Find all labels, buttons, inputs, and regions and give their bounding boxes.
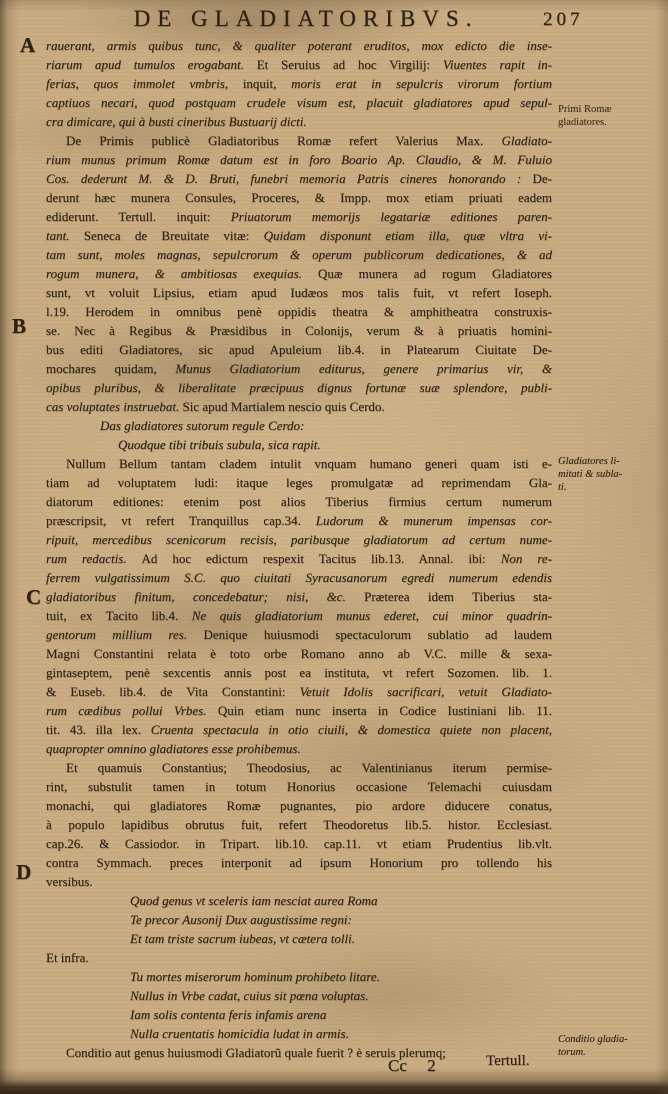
text-segment: ferias, quos immolet vmbris, [46,76,243,91]
text-line [46,853,552,872]
text-segment: Nullum Bellum tantam cladem intulit vnquam humano generi quam isti e- [66,456,552,471]
text-segment: Nullus in Vrbe cadat, cuius sit pœna voluptas. [130,988,369,1003]
text-line [46,302,552,321]
text-segment: se. Nec à Regibus & Præsidibus in Colonijs, verum & à priuatis homini- [46,323,552,338]
laws-paragraph [46,454,552,758]
text-line [46,264,552,283]
text-segment: Denique huiusmodi spectaculorum sublatio ad laudem [203,627,552,642]
text-segment: rogum munera, & ambitiosas exequias. [46,266,318,281]
text-segment: Quæ munera ad rogum Gladiatores [318,266,552,281]
text-line [46,416,552,435]
text-line [46,207,552,226]
margin-note-conditio [558,1033,664,1059]
margin-note-line: gladiatores. [558,117,607,128]
text-segment: Conditio aut genus huiusmodi Gladiatorũ quale fuerit ? è seruis plerumq; [66,1045,446,1060]
text-line [46,948,552,967]
text-segment: Quodque tibi tribuis subula, sica rapit. [118,437,321,452]
text-segment: Cruenta spectacula in otio ciuili, & domestica quiete non placent, [150,722,553,737]
text-segment: Et quamuis Constantius; Theodosius, ac Valentinianus iterum permise- [66,760,552,775]
text-segment: Et infra. [46,950,89,965]
text-line [46,758,552,777]
margin-note-line: Conditio gladia- [558,1034,628,1045]
text-line [46,131,552,150]
honorius-paragraph [46,758,552,891]
text-segment: moris erat in sepulcris virorum fortium [291,76,552,91]
conditio-line [46,1043,552,1062]
text-segment: versibus. [46,874,93,889]
text-segment: Quidam disponunt etiam illa, quæ vltra vi- [263,228,552,243]
text-segment: tuit, ex Tacito lib.4. [46,608,192,623]
margin-note-line: ti. [558,482,567,493]
text-line [46,834,552,853]
text-line [46,872,552,891]
text-line [46,986,552,1005]
first-gladiators-paragraph [46,131,552,416]
text-segment: Et Seruius ad hoc Virgilij: [256,57,443,72]
text-line [46,93,552,112]
text-segment: rium munus primum Romæ datum est in foro Boario Ap. Claudio, & M. Fuluio [46,152,552,167]
margin-note-line: torum. [558,1047,586,1058]
text-segment: Te precor Ausonij Dux augustissime regni: [130,912,352,927]
page-title: DE GLADIATORIBVS. [133,6,479,31]
text-segment: rum redactis. [46,551,142,566]
text-line [46,701,552,720]
text-line [46,378,552,397]
text-line [46,606,552,625]
text-line [46,644,552,663]
text-line [46,625,552,644]
opening-paragraph [46,36,552,131]
body-text [46,36,552,1062]
text-segment: sunt, vt voluit Lipsius, etiam apud Iudæos mos talis fuit, vt refert Ioseph. [46,285,552,300]
text-segment: Munus Gladiatorium editurus, genere primarius vir, & [175,361,552,376]
text-segment: Cos. dederunt M. & D. Bruti, funebri memoria Patris cineres honorando : [46,171,533,186]
margin-note-primi-romae [558,103,664,129]
text-line [46,663,552,682]
text-segment: derunt hæc munera Consules, Proceres, & Impp. mox etiam priuati eadem [46,190,552,205]
signature-mark: Cc 2 [388,1056,436,1075]
text-line [46,340,552,359]
text-segment: Sic apud Martialem nescio quis Cerdo. [182,399,385,414]
text-line [46,530,552,549]
text-segment: ripuit, mercedibus scenicorum recisis, paribusque gladiatorum ad certum nume- [46,532,552,547]
text-segment: captiuos necari, quod postquam crudele visum est, placuit gladiatores apud sepul- [46,95,552,110]
text-line [46,682,552,701]
text-segment: Gladiato- [501,133,552,148]
text-line [46,929,552,948]
text-segment: ediderunt. Tertull. inquit: [46,209,231,224]
text-line [46,492,552,511]
section-letter-a: A [20,33,36,57]
text-segment: De Primis publicè Gladiatoribus Romæ refert Valerius Max. [66,133,502,148]
text-line [46,55,552,74]
text-segment: tiam ad voluptatem ludi: itaque leges promulgatæ ad reprimendam Gla- [46,475,552,490]
margin-note-gladiatores-limitati [558,455,664,494]
text-line [46,454,552,473]
text-line [46,815,552,834]
text-segment: mochares quidam, [46,361,176,376]
text-line [46,910,552,929]
text-line [46,74,552,93]
text-line [46,435,552,454]
text-segment: Et tam triste sacrum iubeas, vt cætera tolli. [130,931,355,946]
text-line [46,359,552,378]
text-line [46,1043,552,1062]
text-line [46,321,552,340]
prudentius-verse-2 [46,967,552,1043]
text-segment: Non re- [500,551,552,566]
text-segment: Quod genus vt sceleris iam nesciat aurea Roma [130,893,378,908]
text-line [46,891,552,910]
text-line [46,283,552,302]
et-infra-line [46,948,552,967]
text-line [46,511,552,530]
text-line [46,226,552,245]
text-segment: rum cædibus pollui Vrbes. [46,703,218,718]
text-line [46,112,552,131]
text-segment: tant. [46,228,84,243]
text-segment: Das gladiatores sutorum regule Cerdo: [100,418,305,433]
text-segment: cra dimicare, qui à busti cineribus Bustuarij dicti. [46,114,307,129]
text-line [46,36,552,55]
text-segment: diatorum editiones: etenim post alios Tiberius firmius certum numerum [46,494,552,509]
text-segment: Quin etiam nunc inserta in Codice Iustiniani lib. 11. [217,703,552,718]
text-segment: Iam solis contenta feris infamis arena [130,1007,327,1022]
margin-note-line: Gladiatores li- [558,456,620,467]
text-line [46,739,552,758]
text-segment: gintaseptem, penè sexcentis annis post ea instituta, vt refert Sozomen. lib. 1. [46,665,552,680]
text-segment: riarum apud tumulos erogabant. [46,57,257,72]
text-line [46,150,552,169]
text-line [46,188,552,207]
text-segment: Tu mortes miserorum hominum prohibeto litare. [130,969,380,984]
margin-note-line: mitati & subla- [558,469,623,480]
text-segment: cap.26. & Cassiodor. in Tripart. lib.10. cap.11. vt etiam Prudentius lib.vlt. [46,836,552,851]
text-segment: quapropter omnino gladiatores esse prohibemus. [46,741,301,756]
text-segment: Priuatorum memorijs legatariæ editiones paren- [230,209,552,224]
page-number: 207 [543,9,584,30]
text-segment: Ludorum & munerum impensas cor- [315,513,552,528]
text-segment: Præterea idem Tiberius sta- [364,589,552,604]
text-segment: à populo lapidibus obrutus fuit, refert Theodoretus lib.5. histor. Ecclesiast. [46,817,552,832]
text-line [46,473,552,492]
text-segment: cas voluptates instruebat. [46,399,183,414]
section-letter-b: B [12,314,27,338]
text-line [46,549,552,568]
text-segment: tit. 43. illa lex. [46,722,151,737]
text-segment: Ne quis gladiatorium munus ederet, cui minor quadrin- [191,608,552,623]
text-line [46,777,552,796]
text-segment: tam sunt, moles magnas, sepulcrorum & operum publicorum dedicationes, & ad [46,247,552,262]
text-segment: gladiatoribus finitum, concedebatur; nisi, &c. [46,589,365,604]
text-segment: De- [532,171,552,186]
text-segment: & Euseb. lib.4. de Vita Constantini: [46,684,300,699]
text-line [46,568,552,587]
text-segment: Seneca de Breuitate vitæ: [83,228,264,243]
text-segment: monachi, qui gladiatores Romæ pugnantes, pio ardore diducere conatus, [46,798,552,813]
text-segment: Viuentes rapit in- [442,57,553,72]
text-segment: contra Symmach. preces interponit ad ipsum Honorium pro tollendo his [46,855,552,870]
text-segment: Magni Constantini relata è toto orbe Romano anno ab V.C. mille & sexa- [46,646,552,661]
section-letter-d: D [16,860,32,884]
margin-note-line: Primi Romæ [558,104,612,115]
text-segment: ferrem vulgatissimum S.C. quo ciuitati Syracusanorum egredi numerum edendis [46,570,552,585]
martial-couplet [46,416,552,454]
prudentius-verse-1 [46,891,552,948]
text-segment: Vetuit Idolis sacrificari, vetuit Gladiato- [299,684,552,699]
text-segment: bus editi Gladiatores, sic apud Apuleium lib.4. in Platearum Ciuitate De- [46,342,552,357]
text-segment: rint, substulit tamen in totum Honorius occasione Telemachi cuiusdam [46,779,552,794]
catchword: Tertull. [486,1053,530,1069]
text-line [46,1024,552,1043]
text-segment: inquit, [242,76,292,91]
text-segment: l.19. Herodem in omnibus penè oppidis theatra & amphitheatra construxis- [46,304,552,319]
text-line [46,397,552,416]
section-letter-c: C [26,585,42,609]
text-segment: Nulla cruentatis homicidia ludat in armis. [130,1026,349,1041]
text-line [46,1005,552,1024]
text-segment: Ad hoc edictum respexit Tacitus lib.13. Annal. ibi: [141,551,501,566]
text-line [46,587,552,606]
text-segment: rauerant, armis quibus tunc, & qualiter poterant eruditos, mox edicto die inse- [46,38,552,53]
text-line [46,169,552,188]
text-segment: opibus pluribus, & liberalitate præcipuus dignus fortunæ suæ splendore, publi- [46,380,552,395]
text-line [46,796,552,815]
text-line [46,967,552,986]
text-segment: præscripsit, vt refert Tranquillus cap.34. [46,513,316,528]
text-line [46,720,552,739]
text-line [46,245,552,264]
text-segment: gentorum millium res. [46,627,204,642]
